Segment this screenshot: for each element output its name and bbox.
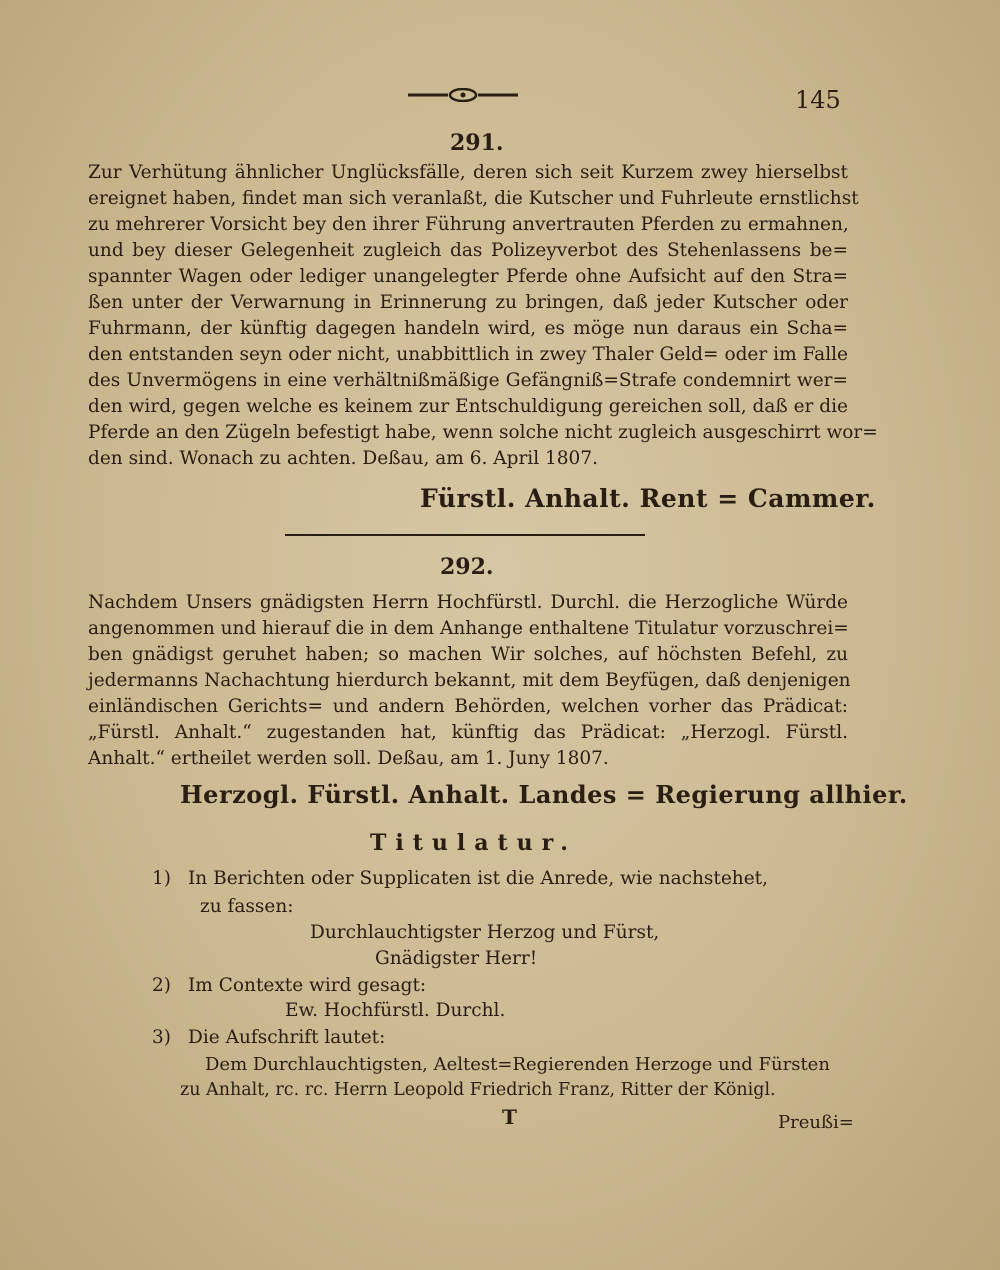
text-line: ereignet haben, findet man sich veranlaßt, die Kutscher und Fuhrleute ernstlichst — [88, 188, 859, 209]
text-line: spannter Wagen oder lediger unangelegter Pferde ohne Aufsicht auf den Stra= — [88, 266, 848, 287]
item-2-number: 2) — [152, 975, 171, 996]
text-line: Zur Verhütung ähnlicher Unglücksfälle, deren sich seit Kurzem zwey hierselbst — [88, 162, 848, 183]
text-line: zu mehrerer Vorsicht bey den ihrer Führung anvertrauten Pferden zu ermahnen, — [88, 214, 849, 235]
text-line: „Fürstl. Anhalt.“ zugestanden hat, künftig das Prädicat: „Herzogl. Fürstl. — [88, 722, 848, 743]
item-2-text: Im Contexte wird gesagt: — [188, 975, 427, 996]
ornament-rule — [408, 88, 518, 102]
item-1-text: In Berichten oder Supplicaten ist die Anrede, wie nachstehet, — [188, 868, 768, 889]
text-line: einländischen Gerichts= und andern Behörden, welchen vorher das Prädicat: — [88, 696, 848, 717]
titulatur-heading: Titulatur. — [370, 830, 577, 856]
item-3-number: 3) — [152, 1027, 171, 1048]
item-3-line-1: Dem Durchlauchtigsten, Aeltest=Regierenden Herzoge und Fürsten — [205, 1054, 830, 1075]
item-2-address: Ew. Hochfürstl. Durchl. — [285, 1000, 506, 1021]
section-291-signature: Fürstl. Anhalt. Rent = Cammer. — [420, 484, 876, 513]
text-line: des Unvermögens in eine verhältnißmäßige Gefängniß=Strafe condemnirt wer= — [88, 370, 848, 391]
text-line: ben gnädigst geruhet haben; so machen Wir solches, auf höchsten Befehl, zu — [88, 644, 848, 665]
item-3-line-2: zu Anhalt, rc. rc. Herrn Leopold Friedrich Franz, Ritter der Königl. — [180, 1080, 776, 1100]
text-line: und bey dieser Gelegenheit zugleich das Polizeyverbot des Stehenlassens be= — [88, 240, 848, 261]
signature-mark: T — [502, 1105, 517, 1129]
catchword: Preußi= — [778, 1112, 854, 1133]
section-292-signature: Herzogl. Fürstl. Anhalt. Landes = Regierung allhier. — [180, 780, 908, 809]
section-291-number: 291. — [450, 130, 504, 156]
text-line: den wird, gegen welche es keinem zur Entschuldigung gereichen soll, daß er die — [88, 396, 848, 417]
text-line: Fuhrmann, der künftig dagegen handeln wird, es möge nun daraus ein Scha= — [88, 318, 848, 339]
section-291-text — [88, 160, 878, 472]
text-line: angenommen und hierauf die in dem Anhange enthaltene Titulatur vorzuschrei= — [88, 618, 849, 639]
page-number: 145 — [795, 86, 841, 114]
item-1-number: 1) — [152, 868, 171, 889]
section-292-number: 292. — [440, 554, 494, 580]
text-line: den sind. Wonach zu achten. Deßau, am 6. April 1807. — [88, 448, 598, 469]
item-1-address-line-1: Durchlauchtigster Herzog und Fürst, — [310, 922, 660, 943]
text-line: Anhalt.“ ertheilet werden soll. Deßau, am 1. Juny 1807. — [88, 748, 609, 769]
text-line: Nachdem Unsers gnädigsten Herrn Hochfürstl. Durchl. die Herzogliche Würde — [88, 592, 848, 613]
item-1-continuation: zu fassen: — [200, 896, 294, 917]
section-divider — [285, 534, 645, 536]
text-line: jedermanns Nachachtung hierdurch bekannt, mit dem Beyfügen, daß denjenigen — [88, 670, 851, 691]
text-line: den entstanden seyn oder nicht, unabbittlich in zwey Thaler Geld= oder im Falle — [88, 344, 848, 365]
section-292-text — [88, 590, 851, 772]
text-line: Pferde an den Zügeln befestigt habe, wenn solche nicht zugleich ausgeschirrt wor= — [88, 422, 878, 443]
item-3-text: Die Aufschrift lautet: — [188, 1027, 386, 1048]
text-line: ßen unter der Verwarnung in Erinnerung zu bringen, daß jeder Kutscher oder — [88, 292, 848, 313]
item-1-address-line-2: Gnädigster Herr! — [375, 948, 538, 969]
